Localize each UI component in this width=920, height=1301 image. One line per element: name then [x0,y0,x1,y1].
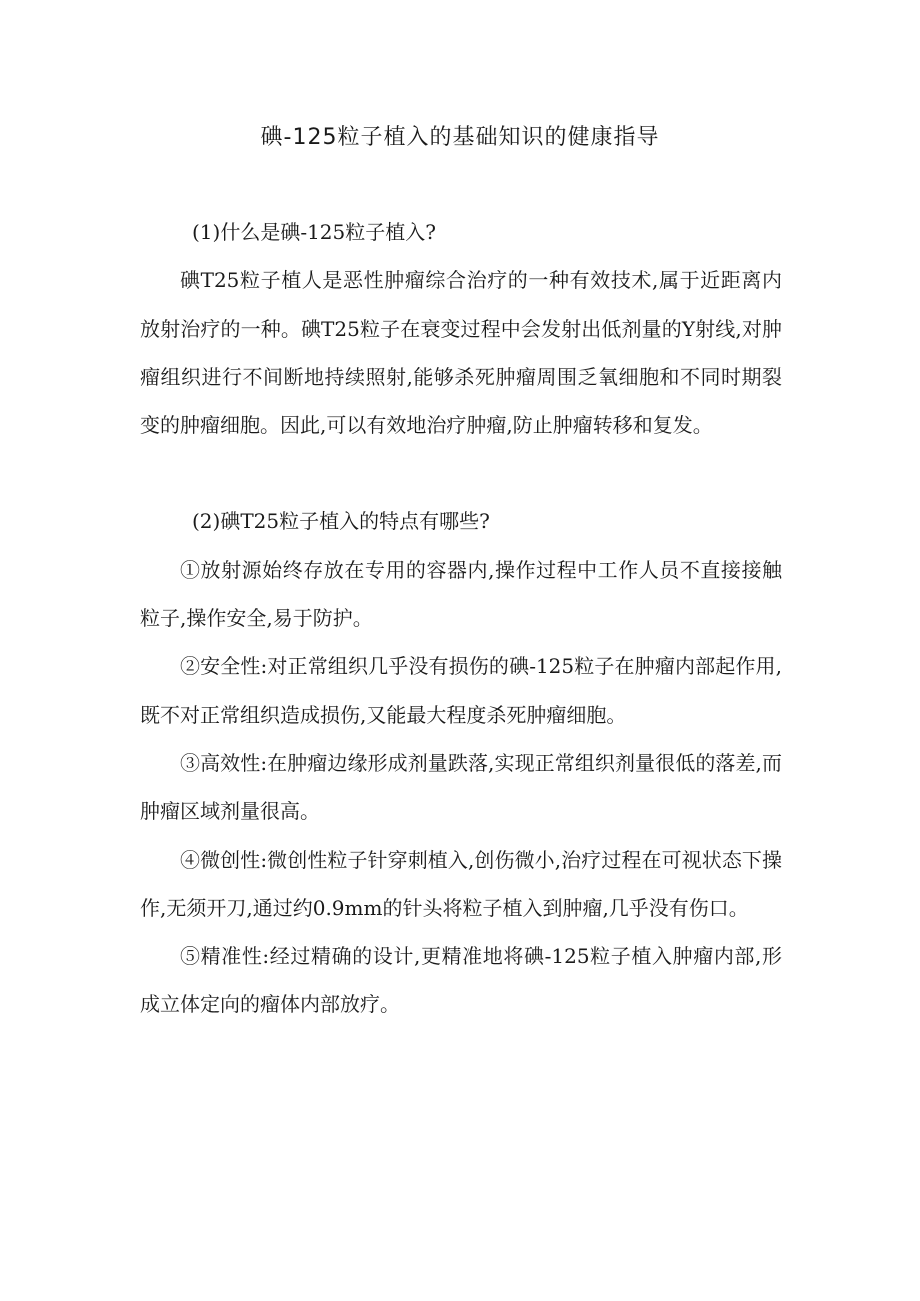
feature-item-1: ①放射源始终存放在专用的容器内,操作过程中工作人员不直接接触粒子,操作安全,易于防护。 [140,557,782,631]
section-2-heading: (2)碘T25粒子植入的特点有哪些? [192,509,490,534]
document-body [140,208,782,1029]
section-1-paragraph: 碘T25粒子植人是恶性肿瘤综合治疗的一种有效技术,属于近距离内放射治疗的一种。碘T25粒子在衰变过程中会发射出低剂量的Y射线,对肿瘤组织进行不间断地持续照射,能够杀死肿瘤周围乏氧细胞和不同时期裂变的肿瘤细胞。因此,可以有效地治疗肿瘤,防止肿瘤转移和复发。 [140,268,782,438]
document-title: 碘-125粒子植入的基础知识的健康指导 [260,125,660,150]
feature-item-4: ④微创性:微创性粒子针穿刺植入,创伤微小,治疗过程在可视状态下操作,无须开刀,通过约0.9mm的针头将粒子植入到肿瘤,几乎没有伤口。 [140,847,782,920]
section-gap [140,449,782,497]
section-1-heading: (1)什么是碘-125粒子植入? [192,220,436,244]
feature-item-2: ②安全性:对正常组织几乎没有损伤的碘-125粒子在肿瘤内部起作用,既不对正常组织造成损伤,又能最大程度杀死肿瘤细胞。 [140,654,782,727]
feature-item-3: ③高效性:在肿瘤边缘形成剂量跌落,实现正常组织剂量很低的落差,而肿瘤区域剂量很高。 [140,750,782,824]
feature-item-5: ⑤精准性:经过精确的设计,更精准地将碘-125粒子植入肿瘤内部,形成立体定向的瘤体内部放疗。 [140,944,782,1017]
